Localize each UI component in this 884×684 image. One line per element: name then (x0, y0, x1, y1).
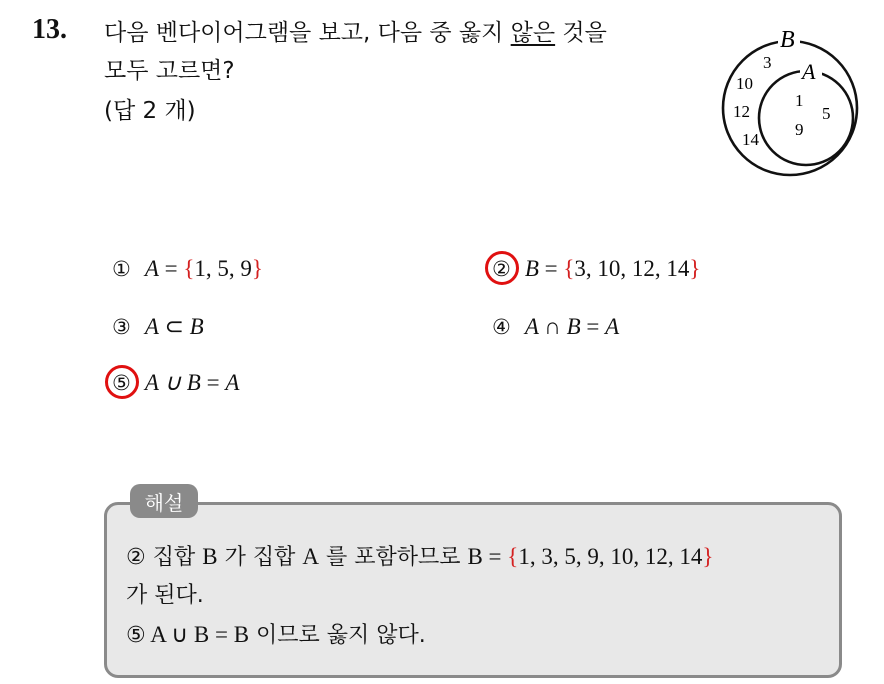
explanation-tab: 해설 (130, 484, 198, 518)
venn-element: 3 (763, 53, 772, 72)
set-a-label: A (802, 59, 816, 84)
choice-number: ③ (112, 315, 131, 339)
question-text-part: 다음 벤다이어그램을 보고, 다음 중 옳지 (104, 20, 511, 46)
question-line-1 (104, 14, 607, 47)
venn-diagram (716, 20, 868, 184)
explanation-line-3: ⑤ A ∪ B = B 이므로 옳지 않다. (126, 622, 426, 648)
choice-1[interactable]: ① A = {1, 5, 9} (112, 256, 263, 281)
choice-2[interactable]: ② B = {3, 10, 12, 14} (492, 256, 700, 282)
underlined-word: 않은 (510, 20, 556, 46)
choice-number: ④ (492, 315, 511, 339)
choice-number: ⑤ (112, 371, 131, 395)
explanation-line-2: 가 된다. (126, 583, 204, 608)
question-text-part: 것을 (555, 20, 607, 46)
choice-number: ② (492, 257, 511, 281)
choice-number: ① (112, 257, 131, 281)
red-circle-mark (105, 365, 139, 399)
red-circle-mark (485, 251, 519, 285)
venn-element: 12 (733, 102, 750, 121)
set-a-circle (759, 71, 853, 165)
question-line-3: (답 2 개) (104, 98, 196, 124)
venn-element: 14 (742, 130, 759, 149)
choice-4[interactable]: ④ A ∩ B = A (492, 314, 620, 339)
venn-element: 9 (795, 120, 804, 139)
explanation-line-1: ② 집합 B 가 집합 A 를 포함하므로 B = {1, 3, 5, 9, 10, 12, 14} (126, 544, 714, 570)
question-number: 13. (32, 14, 67, 45)
explanation-box (104, 502, 842, 678)
question-line-2: 모두 고르면? (104, 58, 235, 84)
choice-3[interactable]: ③ A ⊂ B (112, 314, 204, 339)
choice-5[interactable]: ⑤ A ∪ B = A (112, 370, 239, 396)
set-b-label: B (780, 27, 795, 53)
venn-element: 1 (795, 91, 804, 110)
venn-element: 5 (822, 104, 831, 123)
venn-element: 10 (736, 74, 753, 93)
